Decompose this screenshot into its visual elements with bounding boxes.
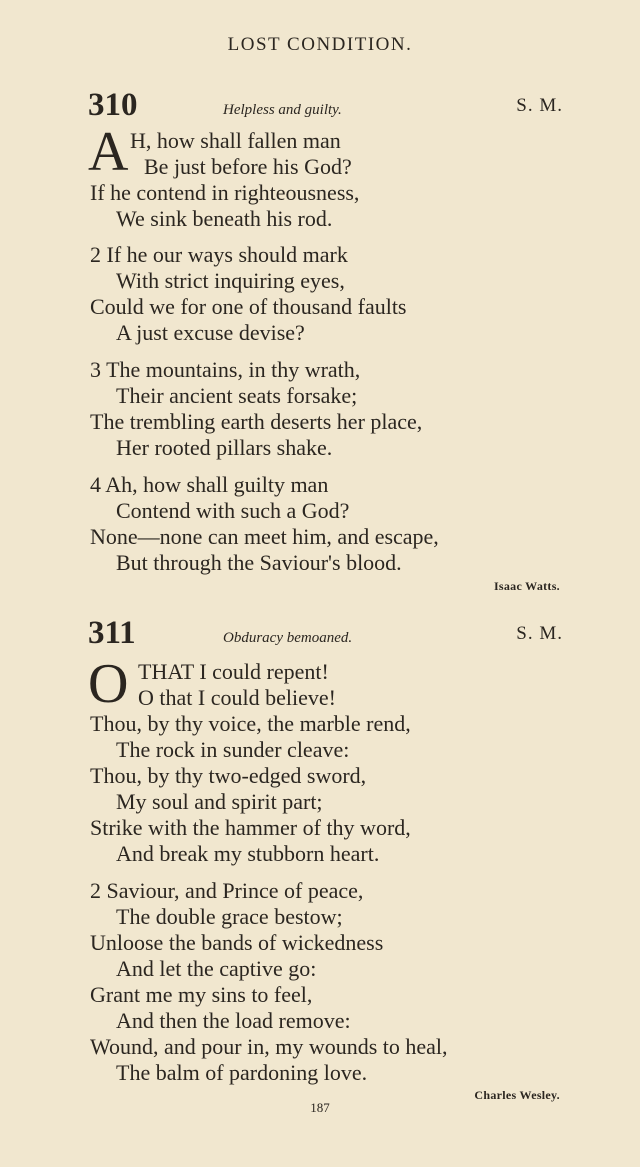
verse-line: 2 If he our ways should mark: [90, 242, 348, 267]
verse-line: THAT I could repent!: [138, 659, 329, 684]
verse-line: O that I could believe!: [138, 685, 336, 710]
verse-line: Thou, by thy voice, the marble rend,: [90, 711, 411, 736]
verse-line: We sink beneath his rod.: [116, 206, 333, 231]
hymn-meter: S. M.: [516, 623, 563, 644]
verse-line: Be just before his God?: [144, 154, 352, 179]
verse-line: And break my stubborn heart.: [116, 841, 380, 866]
hymn-310-header: [88, 88, 563, 128]
author-credit: Charles Wesley.: [474, 1088, 560, 1102]
hymn-meter: S. M.: [516, 95, 563, 116]
hymn-311-header: [88, 616, 563, 656]
verse-line: Grant me my sins to feel,: [90, 982, 313, 1007]
verse-line: And let the captive go:: [116, 956, 317, 981]
verse-line: But through the Saviour's blood.: [116, 550, 402, 575]
verse-line: And then the load remove:: [116, 1008, 351, 1033]
hymn-theme: Helpless and guilty.: [223, 102, 342, 118]
hymn-number: 311: [88, 615, 136, 651]
verse-line: Her rooted pillars shake.: [116, 435, 333, 460]
verse-line: H, how shall fallen man: [130, 128, 341, 153]
hymn-number: 310: [88, 87, 138, 123]
verse-line: Their ancient seats forsake;: [116, 383, 358, 408]
verse-line: Could we for one of thousand faults: [90, 294, 407, 319]
running-head: LOST CONDITION.: [227, 34, 413, 55]
verse-line: Unloose the bands of wickedness: [90, 930, 384, 955]
drop-cap: O: [88, 653, 129, 715]
verse-line: Contend with such a God?: [116, 498, 350, 523]
page-number: 187: [310, 1100, 330, 1115]
verse-line: The double grace bestow;: [116, 904, 343, 929]
verse-line: The rock in sunder cleave:: [116, 737, 350, 762]
verse-line: Thou, by thy two-edged sword,: [90, 763, 367, 788]
verse-line: My soul and spirit part;: [116, 789, 323, 814]
verse-line: If he contend in righteousness,: [90, 180, 360, 205]
verse-line: 4 Ah, how shall guilty man: [90, 472, 329, 497]
verse-line: The balm of pardoning love.: [116, 1060, 368, 1085]
drop-cap: A: [88, 121, 129, 183]
verse-line: Strike with the hammer of thy word,: [90, 815, 411, 840]
verse-line: With strict inquiring eyes,: [116, 268, 345, 293]
author-credit: Isaac Watts.: [493, 579, 560, 593]
verse-line: None—none can meet him, and escape,: [90, 524, 439, 549]
verse-line: 2 Saviour, and Prince of peace,: [90, 878, 364, 903]
hymn-theme: Obduracy bemoaned.: [223, 630, 353, 646]
verse-line: Wound, and pour in, my wounds to heal,: [90, 1034, 448, 1059]
verse-line: The trembling earth deserts her place,: [90, 409, 423, 434]
verse-line: 3 The mountains, in thy wrath,: [90, 357, 361, 382]
verse-line: A just excuse devise?: [116, 320, 305, 345]
